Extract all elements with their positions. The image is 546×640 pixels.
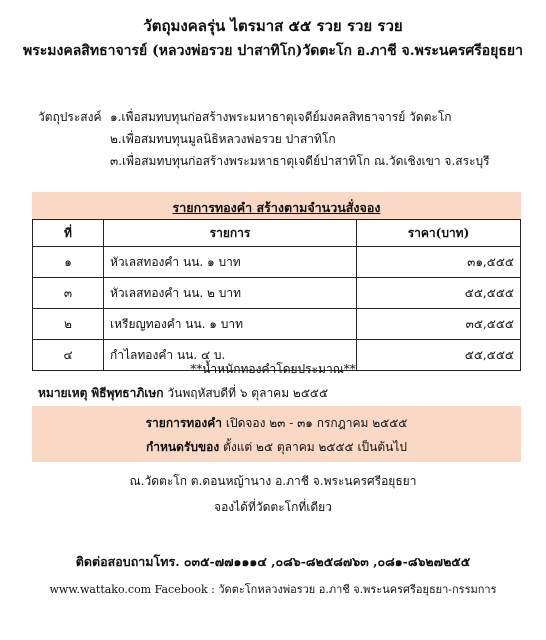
header-no: ที่: [33, 220, 104, 247]
objectives-label: วัตถุประสงค์: [38, 110, 102, 124]
row-no: ๑: [33, 247, 104, 278]
row-price: ๕๕,๕๕๕: [357, 340, 521, 371]
booking-line-1: [32, 414, 521, 433]
row-price: ๕๕,๕๕๕: [357, 278, 521, 309]
temple-address: ณ.วัดตะโก ต.ดอนหญ้านาง อ.ภาชี จ.พระนครศรีอยุธยา: [129, 474, 417, 488]
row-price: ๓๕,๕๕๕: [357, 309, 521, 340]
booking-line-1-label: รายการทองคำ: [145, 416, 223, 430]
row-item: เหรียญทองคำ นน. ๑ บาท: [104, 309, 357, 340]
row-price: ๓๑,๕๕๕: [357, 247, 521, 278]
booking-box: [32, 406, 521, 462]
remark-ceremony: พิธีพุทธาภิเษก: [91, 386, 164, 400]
row-item: กำไลทองคำ นน. ๔ บ.: [104, 340, 357, 371]
objective-item-3: ๓.เพื่อสมทบทุนก่อสร้างพระมหาธาตุเจดีย์ปาสาทิโก ณ.วัดเชิงเขา จ.สระบุรี: [110, 154, 490, 168]
table-header-row: [33, 220, 521, 247]
gold-items-table: [32, 219, 521, 371]
remark-label: หมายเหตุ: [38, 386, 88, 400]
booking-line-2-text: ตั้งแต่ ๒๕ ตุลาคม ๒๕๕๕ เป็นต้นไป: [223, 440, 408, 454]
footer-website: www.wattako.com Facebook : วัดตะโกหลวงพ่อรวย อ.ภาชี จ.พระนครศรีอยุธยา-กรรมการ: [49, 583, 497, 596]
booking-line-2-label: กำหนดรับของ: [145, 440, 220, 454]
header-price: ราคา(บาท): [357, 220, 521, 247]
row-no: ๓: [33, 278, 104, 309]
booking-line-1-text: เปิดจอง ๒๓ - ๓๑ กรกฎาคม ๒๕๕๕: [225, 416, 408, 430]
row-item: หัวเลสทองคำ นน. ๒ บาท: [104, 278, 357, 309]
gold-list-banner-text: รายการทองคำ สร้างตามจำนวนสั่งจอง: [172, 200, 381, 215]
gold-list-banner: [32, 192, 521, 219]
table-row: [33, 278, 521, 309]
objective-item-2: ๒.เพื่อสมทบทุนมูลนิธิหลวงพ่อรวย ปาสาทิโก: [110, 132, 336, 146]
weight-note: **น้ำหนักทองคำโดยประมาณ**: [190, 362, 356, 376]
remark: [38, 384, 328, 403]
table-row: [33, 309, 521, 340]
row-no: ๔: [33, 340, 104, 371]
row-no: ๒: [33, 309, 104, 340]
table-row: [33, 247, 521, 278]
reserve-note: จองได้ที่วัดตะโกที่เดียว: [214, 500, 332, 514]
contact-phone: ติดต่อสอบถามโทร. ๐๓๕-๗๗๑๑๑๔ ,๐๘๖-๘๒๕๘๗๖๓ ,๐๘๑-๘๖๒๗๒๕๕: [75, 554, 471, 569]
header-item: รายการ: [104, 220, 357, 247]
remark-date: วันพฤหัสบดีที่ ๖ ตุลาคม ๒๕๕๕: [167, 386, 329, 400]
page-subtitle: พระมงคลสิทธาจารย์ (หลวงพ่อรวย ปาสาทิโก)วัดตะโก อ.ภาชี จ.พระนครศรีอยุธยา: [23, 43, 523, 59]
booking-line-2: [32, 438, 521, 457]
row-item: หัวเลสทองคำ นน. ๑ บาท: [104, 247, 357, 278]
page-title: วัตถุมงคลรุ่น ไตรมาส ๕๕ รวย รวย รวย: [143, 17, 403, 35]
objective-item-1: ๑.เพื่อสมทบทุนก่อสร้างพระมหาธาตุเจดีย์มงคลสิทธาจารย์ วัดตะโก: [110, 110, 452, 124]
